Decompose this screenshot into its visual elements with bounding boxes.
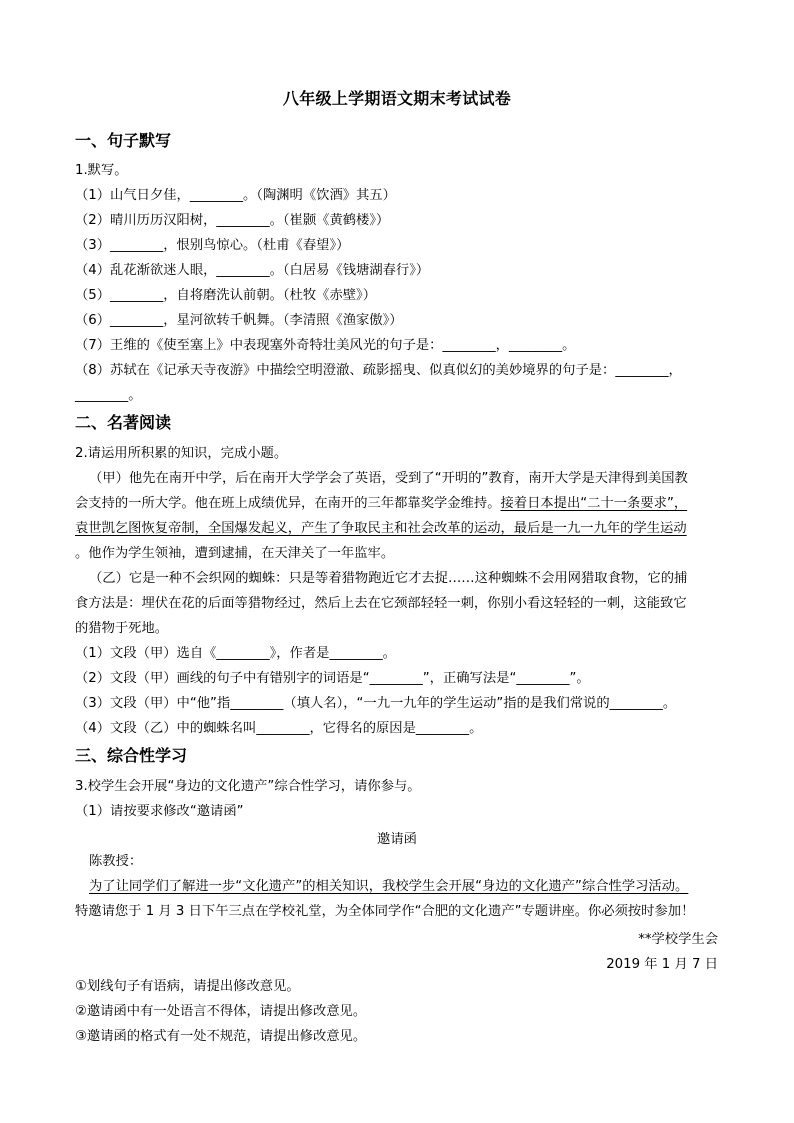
q2-sub-2: （2）文段（甲）画线的句子中有错别字的词语是“________”，正确写法是“________”。 [75, 671, 590, 686]
q1-item-2: （2）晴川历历汉阳树，________。（崔颢《黄鹤楼》） [75, 213, 390, 228]
letter-title: 邀请函 [377, 832, 417, 847]
section-heading-2: 二、名著阅读 [75, 413, 172, 432]
q1-item-8-continued: ________。 [75, 388, 142, 403]
passage-a-underlined-start: 接着日本提出“二十一条要求”， [500, 496, 688, 511]
q1-item-7: （7）王维的《使至塞上》中表现塞外奇特壮美风光的句子是：________，________。 [75, 338, 576, 353]
passage-b-line-2: 食方法是：埋伏在花的后面等猎物经过，然后上去在它颈部轻轻一刺，你别小看这轻轻的一刺，这能致它 [75, 596, 687, 611]
question-3-intro: 3.校学生会开展“身边的文化遗产”综合性学习，请你参与。 [75, 779, 421, 794]
passage-b-line-3: 的猎物于死地。 [75, 621, 169, 636]
question-1-intro: 1.默写。 [75, 163, 128, 178]
q3-task-2: ②邀请函中有一处语言不得体，请提出修改意见。 [75, 1004, 367, 1019]
q1-item-1: （1）山气日夕佳，________。（陶渊明《饮酒》其五） [75, 188, 396, 203]
letter-signature: **学校学生会 [638, 932, 718, 947]
passage-a-line-2-text: 会支持的一所大学。他在班上成绩优异，在南开的三年都靠奖学金维持。 [75, 496, 501, 511]
q2-sub-3: （3）文段（甲）中“他”指________（填人名），“一九一九年的学生运动”指的是我们常说的________。 [75, 696, 677, 711]
passage-b-line-1: （乙）它是一种不会织网的蜘蛛：只是等着猎物跑近它才去捉……这种蜘蛛不会用网猎取食物，它的捕 [89, 571, 688, 586]
passage-a-line-1: （甲）他先在南开中学，后在南开大学学会了英语，受到了“开明的”教育，南开大学是天津得到美国教 [89, 471, 688, 486]
q2-sub-4: （4）文段（乙）中的蜘蛛名叫________，它得名的原因是________。 [75, 721, 483, 736]
q1-item-5: （5）________，自将磨洗认前朝。（杜牧《赤壁》） [75, 288, 376, 303]
letter-date: 2019 年 1 月 7 日 [606, 957, 718, 972]
q3-task-3: ③邀请函的格式有一处不规范，请提出修改意见。 [75, 1029, 367, 1044]
q1-item-8: （8）苏轼在《记承天寺夜游》中描绘空明澄澈、疏影摇曳、似真似幻的美妙境界的句子是：________， [75, 363, 682, 378]
passage-a-underlined-sentence: 袁世凯乞图恢复帝制，全国爆发起义，产生了争取民主和社会改革的运动，最后是一九一九年的学生运动 [75, 521, 687, 536]
page-title: 八年级上学期语文期末考试试卷 [282, 89, 512, 108]
passage-a-line-2 [75, 495, 687, 513]
section-heading-1: 一、句子默写 [75, 131, 172, 150]
q2-sub-1: （1）文段（甲）选自《________》，作者是________。 [75, 646, 396, 661]
q3-sub-1: （1）请按要求修改“邀请函” [75, 804, 244, 819]
q1-item-4: （4）乱花渐欲迷人眼，________。（白居易《钱塘湖春行》） [75, 263, 430, 278]
q3-task-1: ①划线句子有语病，请提出修改意见。 [75, 979, 300, 994]
section-heading-3: 三、综合性学习 [75, 746, 188, 765]
passage-a-line-4: 。他作为学生领袖，遭到逮捕，在天津关了一年监牢。 [75, 546, 395, 561]
letter-body-line-2: 特邀请您于 1 月 3 日下午三点在学校礼堂，为全体同学作“合肥的文化遗产”专题讲座。你必须按时参加！ [75, 904, 695, 919]
question-2-intro: 2.请运用所积累的知识，完成小题。 [75, 446, 288, 461]
letter-underlined-sentence: 为了让同学们了解进一步“文化遗产”的相关知识，我校学生会开展“身边的文化遗产”综合性学习活动。 [89, 879, 689, 894]
q1-item-6: （6）________，星河欲转千帆舞。（李清照《渔家傲》） [75, 313, 403, 328]
q1-item-3: （3）________，恨别鸟惊心。（杜甫《春望》） [75, 238, 350, 253]
letter-salutation: 陈教授： [89, 854, 143, 869]
